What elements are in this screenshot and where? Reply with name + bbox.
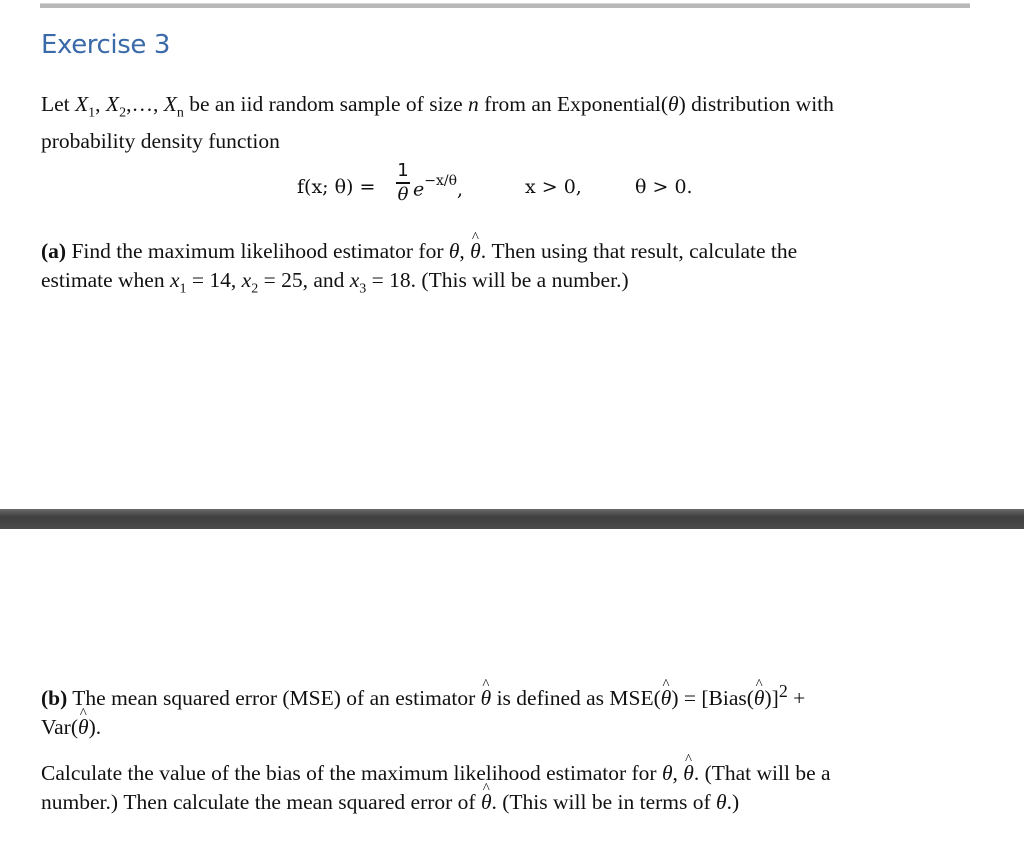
fraction [395, 160, 411, 206]
intro-line2: probability density function [41, 129, 280, 154]
exp-comma: , [457, 178, 464, 201]
var-x1: x [169, 268, 180, 292]
var-theta: θ [716, 790, 727, 814]
intro-paragraph: Let $X_1$, $X_2,\dots$, $X_n$ be an iid random sample of size n from an Exponential(θ) distribution with probability density function [41, 92, 834, 154]
part-b2-text: . (This will be in terms of [491, 790, 717, 814]
part-b2-text: Calculate the value of the bias of the maximum likelihood estimator for [41, 761, 662, 785]
sub-3: 3 [359, 281, 367, 297]
theta-hat: ^ θ [754, 684, 765, 713]
part-b2-text: . (That will be a [693, 761, 831, 785]
fraction-numerator: 1 [397, 160, 409, 181]
part-b2-text: , [672, 761, 684, 785]
part-b-text: is defined as MSE( [491, 686, 661, 711]
theta-hat: ^ θ [78, 713, 89, 742]
ellipsis: ,…, [126, 92, 164, 116]
part-b-text: The mean squared error (MSE) of an estimator [67, 686, 481, 711]
part-b-question [41, 759, 1001, 817]
exercise-heading: Exercise 3 [41, 30, 170, 60]
part-b-text: + [787, 686, 806, 711]
theta-hat: ^ θ [661, 684, 672, 713]
value-x1: = 14, [186, 268, 242, 292]
intro-text: ) distribution with [678, 92, 834, 116]
sub-1: 1 [88, 105, 96, 121]
part-b-paragraph [41, 677, 1001, 742]
var-x1: X [75, 92, 89, 116]
value-x2: = 25, and [258, 268, 350, 292]
part-a-text: . Then using that result, calculate the [480, 239, 798, 263]
var-theta: θ [448, 239, 460, 263]
part-a-text: estimate when [41, 268, 170, 292]
part-b2-text: number.) Then calculate the mean squared error of [41, 790, 481, 814]
intro-text: Let [41, 92, 76, 116]
value-x3: = 18. (This will be a number.) [366, 268, 629, 292]
square-exponent: 2 [778, 681, 788, 701]
theta-hat: ^ θ [683, 759, 694, 788]
var-theta: θ [668, 92, 679, 116]
formula-lhs: f(x; θ) = [297, 176, 376, 198]
condition-theta: θ > 0. [635, 176, 693, 198]
var-xn: X [163, 92, 177, 116]
part-a-text: Find the maximum likelihood estimator for [66, 239, 449, 263]
condition-x: x > 0, [525, 176, 582, 198]
var-x2: X [105, 92, 120, 116]
sub-1: 1 [179, 281, 187, 297]
part-a-text: , [459, 239, 471, 263]
part-b-text: )] [764, 686, 779, 711]
part-a-label: (a) [41, 239, 67, 263]
part-b-text: Var( [41, 715, 79, 740]
exponential-term [413, 173, 464, 201]
sub-2: 2 [251, 281, 259, 297]
theta-hat: ^ θ [481, 684, 492, 713]
var-theta: θ [661, 761, 673, 785]
var-n: n [468, 92, 479, 116]
page-divider [0, 509, 1024, 529]
exp-power: −x/θ [424, 173, 458, 189]
fraction-denominator: θ [397, 183, 409, 205]
theta-hat: ^ θ [481, 788, 492, 817]
sub-2: 2 [119, 105, 127, 121]
part-b-text: ) = [Bias( [671, 686, 754, 711]
part-b-text: ). [88, 715, 102, 740]
part-b-label: (b) [41, 686, 68, 711]
part-b2-text: .) [726, 790, 740, 814]
exp-base: e [413, 178, 425, 201]
intro-text: from an Exponential( [478, 92, 669, 116]
part-a-paragraph [41, 237, 1001, 303]
var-x3: x [349, 268, 360, 292]
sub-n: n [176, 105, 184, 121]
var-x2: x [241, 268, 252, 292]
intro-text: be an iid random sample of size [183, 92, 469, 116]
top-rule [40, 3, 970, 8]
theta-hat: ^ θ [470, 237, 481, 266]
